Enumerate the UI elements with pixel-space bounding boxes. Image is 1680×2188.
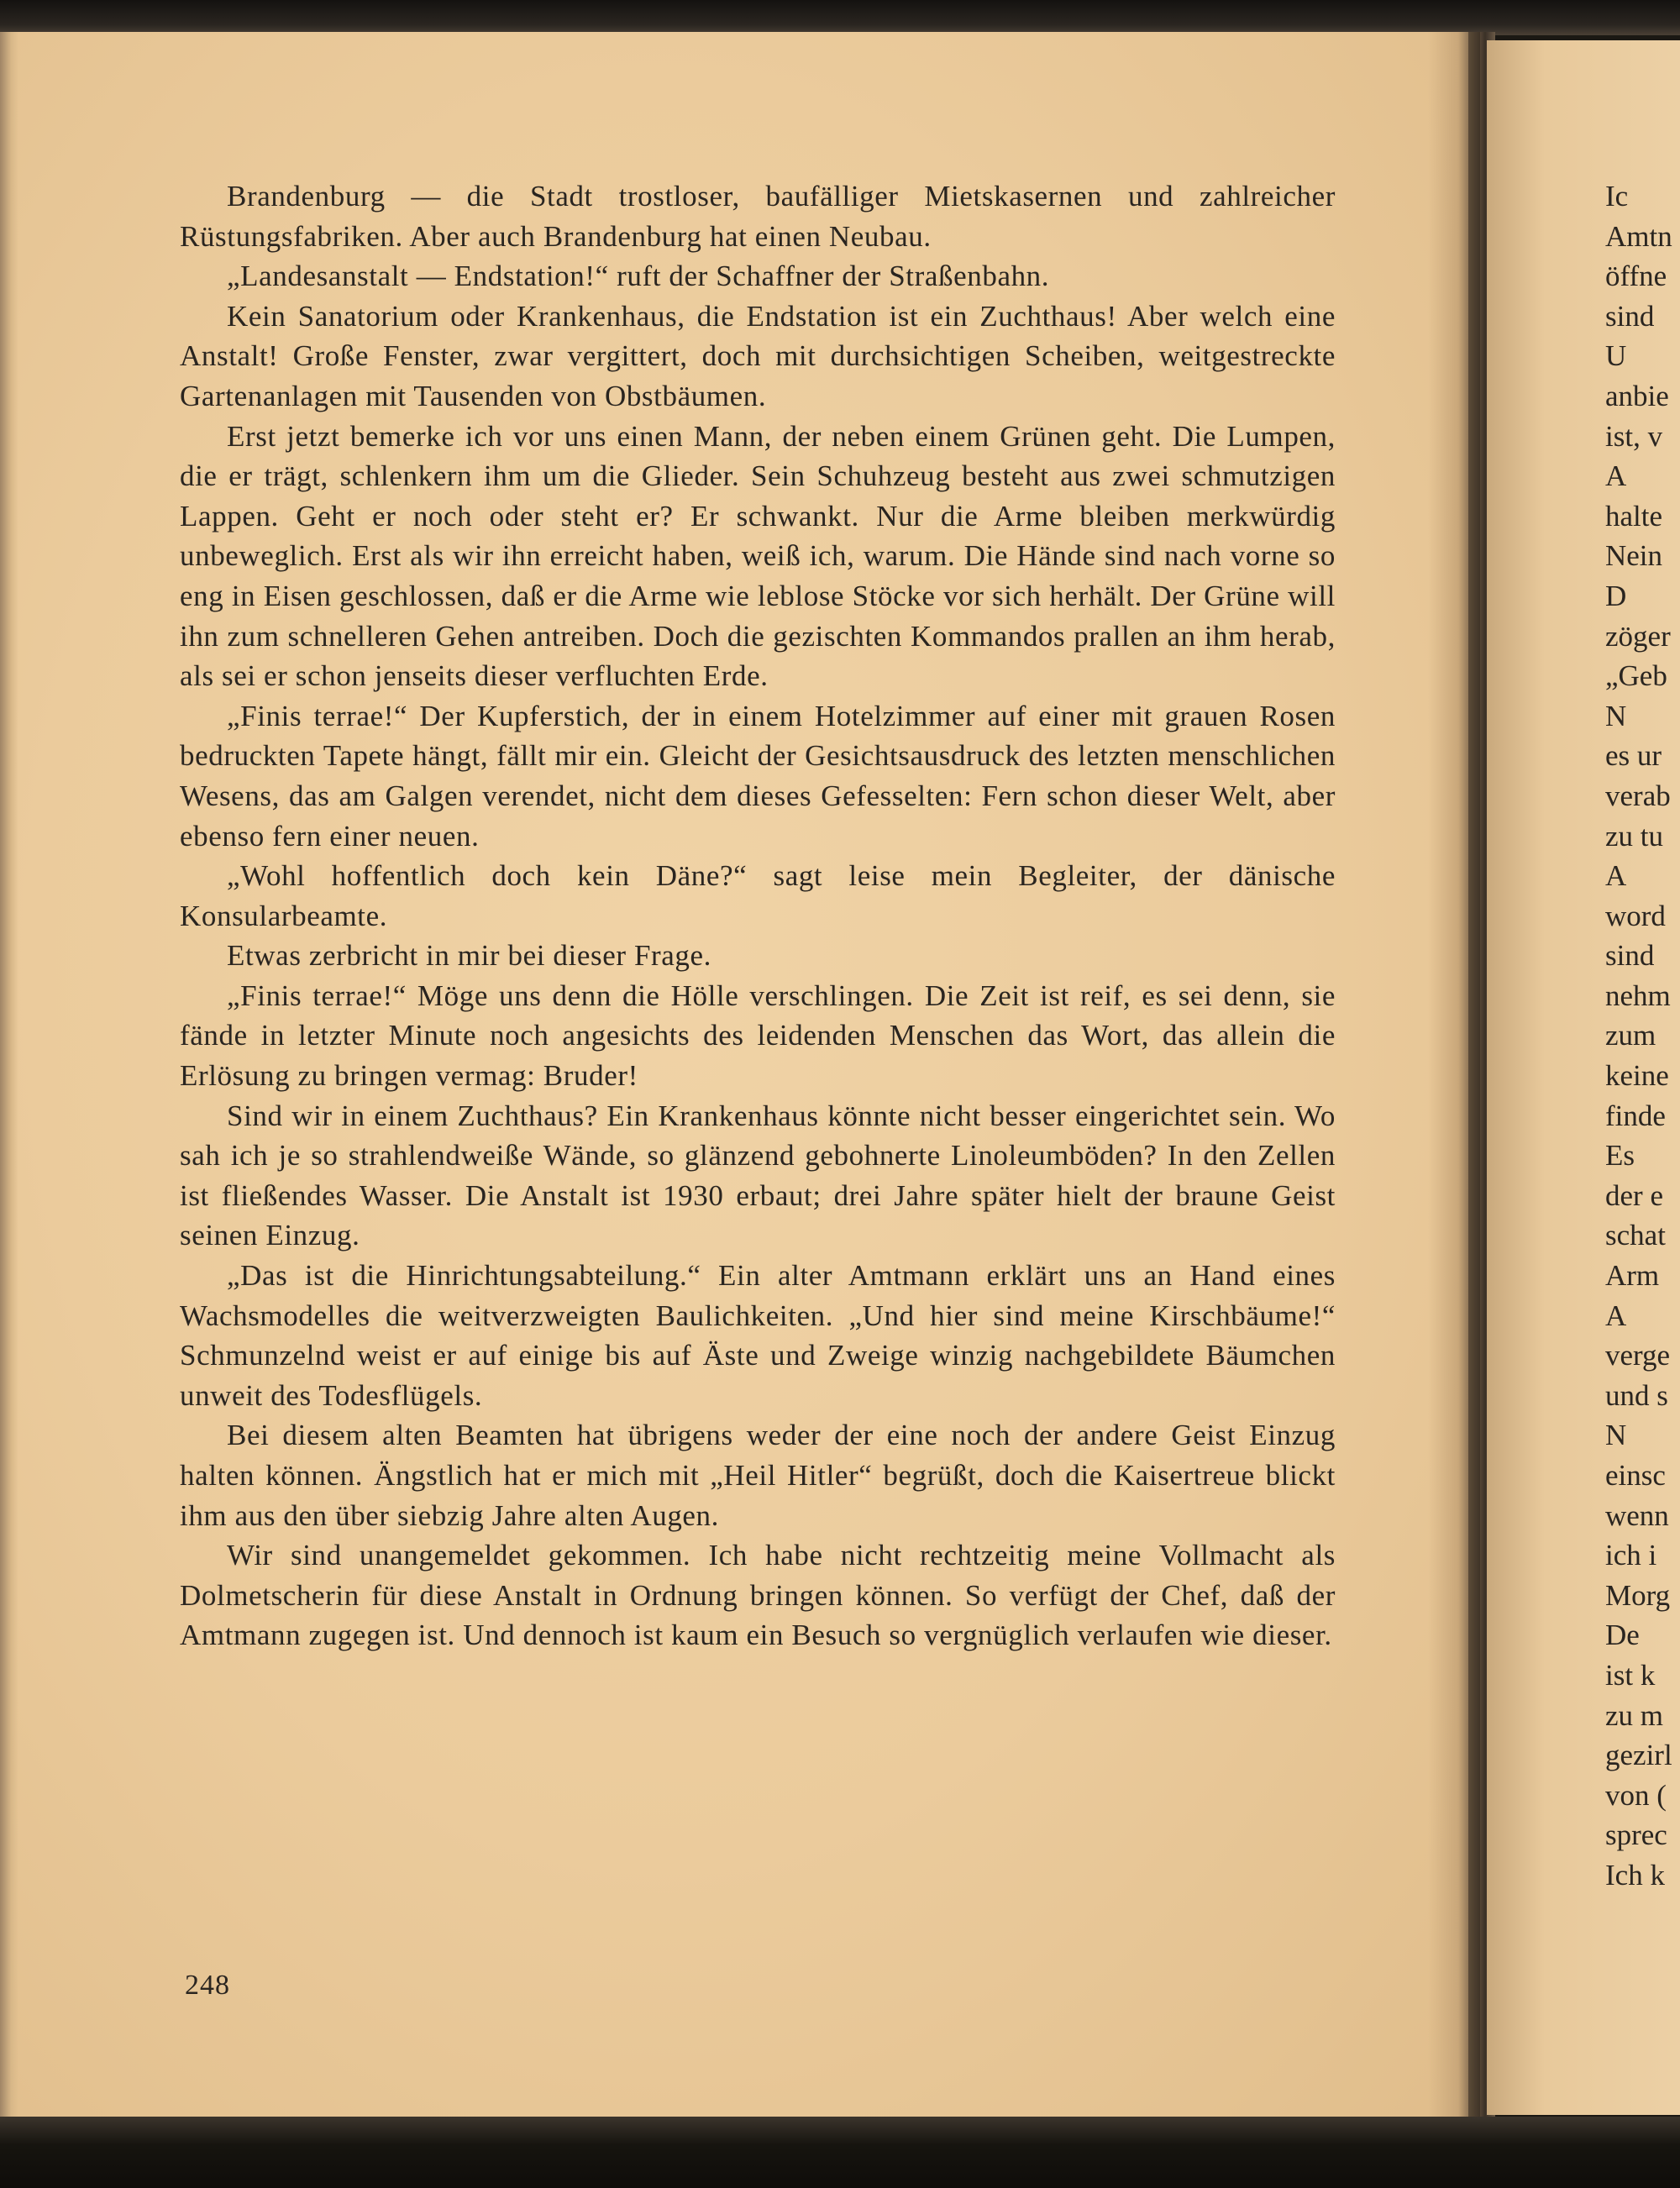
book-bottom-edge (0, 2117, 1680, 2188)
book-top-edge (0, 0, 1680, 35)
line-fragment: finde (1605, 1099, 1666, 1132)
line-fragment: schat (1605, 1219, 1666, 1252)
line-fragment: es ur (1605, 739, 1662, 773)
line-fragment: verge (1605, 1339, 1671, 1372)
line-fragment: Ic (1605, 180, 1629, 213)
line-fragment: zu tu (1605, 819, 1664, 853)
paragraph: Brandenburg — die Stadt trostloser, baufälliger Mietskasernen und zahlreicher Rüstungsfabriken. Aber auch Brandenburg hat einen Neubau. (180, 180, 1336, 253)
line-fragment: einsc (1605, 1459, 1666, 1492)
line-fragment: Ich k (1605, 1858, 1665, 1892)
line-fragment: sind (1605, 939, 1655, 973)
line-fragment: A (1605, 1299, 1627, 1332)
line-fragment: von ( (1605, 1778, 1667, 1812)
paragraph: „Das ist die Hinrichtungsabteilung.“ Ein alter Amtmann erklärt uns an Hand eines Wachsmodelles die weitverzweigten Baulichkeiten. „Und hier sind meine Kirschbäume!“ Schmunzelnd weist er auf einige bis auf Äste und Zweige winzig nachgebildete Bäumchen unweit des Todesflügels. (180, 1259, 1336, 1412)
line-fragment: Morg (1605, 1578, 1671, 1612)
line-fragment: Nein (1605, 539, 1663, 573)
book-gutter (1428, 32, 1495, 2117)
line-fragment: Es (1605, 1139, 1635, 1173)
line-fragment: ich i (1605, 1539, 1657, 1572)
line-fragment: De (1605, 1619, 1640, 1652)
line-fragment: öffne (1605, 260, 1667, 293)
paragraph: Bei diesem alten Beamten hat übrigens weder der eine noch der andere Geist Einzug halten können. Ängstlich hat er mich mit „Heil Hitler“ begrüßt, doch die Kaisertreue blickt ihm aus den über siebzig Jahre alten Augen. (180, 1419, 1336, 1532)
line-fragment: nehm (1605, 979, 1671, 1012)
line-fragment: Amtn (1605, 219, 1672, 253)
left-page-text (180, 176, 1336, 1655)
line-fragment: sprec (1605, 1818, 1667, 1852)
paragraph: „Landesanstalt — Endstation!“ ruft der Schaffner der Straßenbahn. (227, 260, 1050, 293)
line-fragment: „Geb (1605, 659, 1667, 693)
line-fragment: gezirl (1605, 1739, 1672, 1772)
line-fragment: keine (1605, 1059, 1669, 1093)
line-fragment: anbie (1605, 379, 1669, 412)
right-page-text-fragments (1605, 176, 1680, 1896)
paragraph: „Finis terrae!“ Möge uns denn die Hölle verschlingen. Die Zeit ist reif, es sei denn, sie fände in letzter Minute noch angesichts des leidenden Menschen das Wort, das allein die Erlösung zu bringen vermag: Bruder! (180, 979, 1336, 1093)
paragraph: „Finis terrae!“ Der Kupferstich, der in einem Hotelzimmer auf einer mit grauen Rosen bedruckten Tapete hängt, fällt mir ein. Gleicht der Gesichtsausdruck des letzten menschlichen Wesens, das am Galgen verendet, nicht dem dieses Gefesselten: Fern schon dieser Welt, aber ebenso fern einer neuen. (180, 699, 1336, 853)
line-fragment: und s (1605, 1378, 1668, 1412)
line-fragment: halte (1605, 499, 1663, 533)
line-fragment: A (1605, 459, 1627, 493)
line-fragment: wenn (1605, 1498, 1669, 1532)
line-fragment: ist k (1605, 1658, 1656, 1692)
page-number: 248 (185, 1970, 230, 2001)
line-fragment: D (1605, 579, 1627, 612)
line-fragment: verab (1605, 779, 1671, 812)
paragraph: Wir sind unangemeldet gekommen. Ich habe nicht rechtzeitig meine Vollmacht als Dolmetscherin für diese Anstalt in Ordnung bringen können. So verfügt der Chef, daß der Amtmann zugegen ist. Und dennoch ist kaum ein Besuch so vergnüglich verlaufen wie dieser. (180, 1539, 1336, 1652)
paragraph: Kein Sanatorium oder Krankenhaus, die Endstation ist ein Zuchthaus! Aber welch eine Anstalt! Große Fenster, zwar vergittert, doch mit durchsichtigen Scheiben, weitgestreckte Gartenanlagen mit Tausenden von Obstbäumen. (180, 299, 1336, 412)
line-fragment: N (1605, 699, 1627, 732)
line-fragment: zum (1605, 1019, 1656, 1052)
line-fragment: der e (1605, 1178, 1663, 1212)
line-fragment: zu m (1605, 1698, 1664, 1732)
line-fragment: U (1605, 339, 1627, 373)
page-fold-shadow (1468, 32, 1480, 2117)
line-fragment: zöger (1605, 619, 1671, 653)
line-fragment: ist, v (1605, 419, 1663, 453)
line-fragment: Arm (1605, 1259, 1660, 1293)
paragraph: Etwas zerbricht in mir bei dieser Frage. (227, 939, 711, 973)
paragraph: Erst jetzt bemerke ich vor uns einen Mann, der neben einem Grünen geht. Die Lumpen, die er trägt, schlenkern ihm um die Glieder. Sein Schuhzeug besteht aus zwei schmutzigen Lappen. Geht er noch oder steht er? Er schwankt. Nur die Arme bleiben merkwürdig unbeweglich. Erst als wir ihn erreicht haben, weiß ich, warum. Die Hände sind nach vorne so eng in Eisen geschlossen, daß er die Arme wie leblose Stöcke vor sich herhält. Der Grüne will ihn zum schnelleren Gehen antreiben. Doch die gezischten Kommandos prallen an ihm herab, als sei er schon jenseits dieser verfluchten Erde. (180, 419, 1336, 693)
line-fragment: A (1605, 859, 1627, 893)
line-fragment: word (1605, 899, 1666, 932)
line-fragment: sind (1605, 299, 1655, 333)
paragraph: „Wohl hoffentlich doch kein Däne?“ sagt leise mein Begleiter, der dänische Konsularbeamte. (180, 859, 1336, 932)
line-fragment: N (1605, 1419, 1627, 1452)
paragraph: Sind wir in einem Zuchthaus? Ein Krankenhaus könnte nicht besser eingerichtet sein. Wo sah ich je so strahlendweiße Wände, so glänzend gebohnerte Linoleumböden? In den Zellen ist fließendes Wasser. Die Anstalt ist 1930 erbaut; drei Jahre später hielt der braune Geist seinen Einzug. (180, 1099, 1336, 1252)
